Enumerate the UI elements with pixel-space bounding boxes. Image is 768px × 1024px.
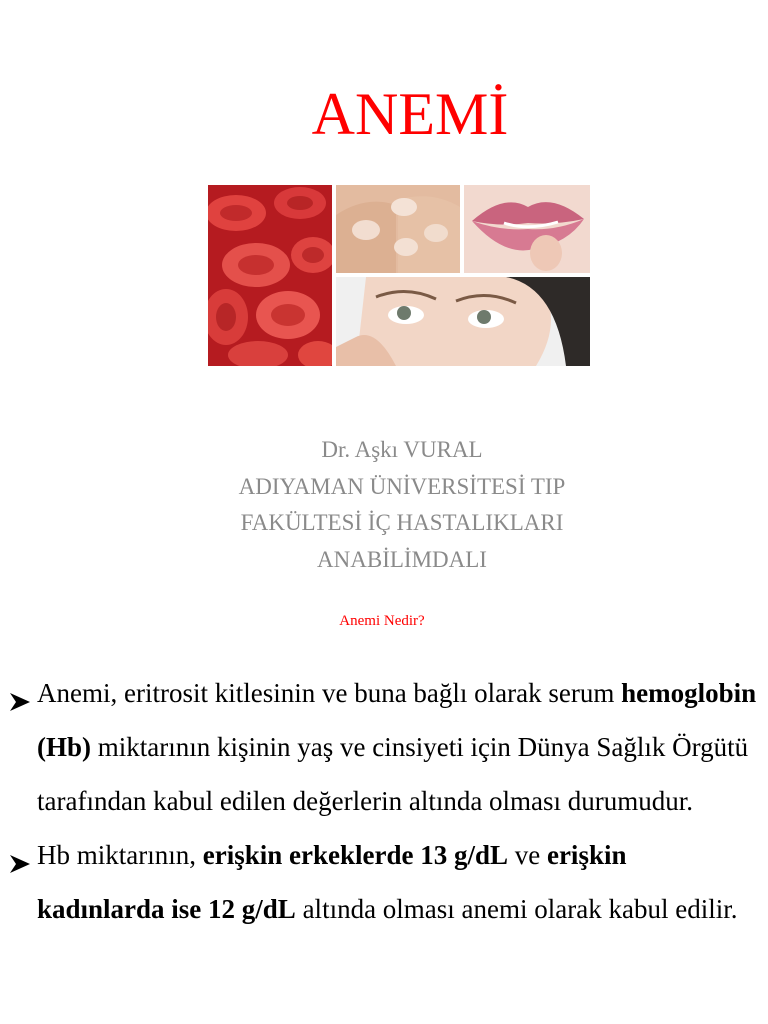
author-affiliation-line3: ANABİLİMDALI <box>317 546 487 572</box>
red-blood-cells-image <box>208 185 332 366</box>
bullet-2-text-part-2: erişkin erkeklerde 13 g/dL <box>202 840 508 870</box>
pale-lips-image <box>464 185 590 273</box>
bullet-1-text-part-3: miktarının kişinin yaş ve cinsiyeti için Dünya Sağlık Örgütü tarafından kabul edilen değerlerin altında olması durumudur. <box>37 732 749 816</box>
bullet-2-text-part-3: ve <box>507 840 547 870</box>
pale-eyelid-image <box>336 277 590 366</box>
bullet-list <box>8 666 758 936</box>
slide-title: ANEMİ <box>311 81 509 147</box>
pale-fingernails-image <box>336 185 460 273</box>
arrow-bullet-icon <box>8 839 32 861</box>
bullet-item-2 <box>8 828 758 936</box>
author-affiliation-line2: FAKÜLTESİ İÇ HASTALIKLARI <box>240 510 564 535</box>
bullet-2-text-part-5: altında olması anemi olarak kabul edilir. <box>295 894 738 924</box>
anemia-image-collage <box>208 185 590 366</box>
bullet-2-text-part-4: erişkin kadınlarda ise 12 g/dL <box>37 840 627 924</box>
bullet-1-text-part-1: Anemi, eritrosit kitlesinin ve buna bağlı olarak serum <box>37 678 622 708</box>
author-name: Dr. Aşkı VURAL <box>321 437 483 462</box>
bullet-1-text-part-2: hemoglobin (Hb) <box>37 678 757 762</box>
author-block <box>0 432 768 578</box>
bullet-2-text-part-1: Hb miktarının, <box>37 840 203 870</box>
bullet-item-1 <box>8 666 758 828</box>
section-subtitle: Anemi Nedir? <box>339 613 425 629</box>
arrow-bullet-icon <box>8 677 32 699</box>
author-affiliation-line1: ADIYAMAN ÜNİVERSİTESİ TIP <box>238 473 566 499</box>
